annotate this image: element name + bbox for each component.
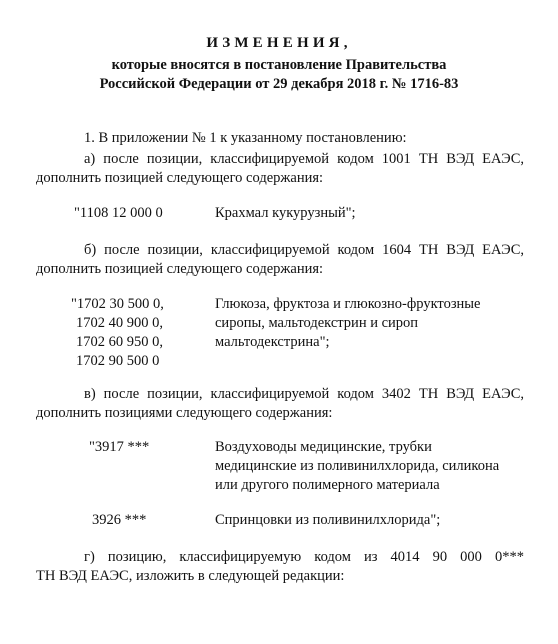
item-b-code-1: "1702 30 500 0, (71, 296, 164, 312)
item-b-code-4: 1702 90 500 0 (76, 353, 160, 369)
item-b-description-2: сиропы, мальтодекстрин и сироп (215, 315, 419, 331)
item-d-line1: г) позицию, классифицируемую кодом из 4014 90 000 0*** (84, 549, 524, 565)
item-c-description-1a: Воздуховоды медицинские, трубки (215, 439, 432, 455)
item-a-code: "1108 12 000 0 (74, 205, 163, 221)
item-a-description: Крахмал кукурузный"; (215, 205, 356, 221)
item-a-line1: а) после позиции, классифицируемой кодом 1001 ТН ВЭД ЕАЭС, (84, 151, 524, 167)
document-title: ИЗМЕНЕНИЯ, (206, 35, 352, 51)
item-d-line2: ТН ВЭД ЕАЭС, изложить в следующей редакции: (36, 568, 345, 584)
item-c-description-1b: медицинские из поливинилхлорида, силикона (215, 458, 500, 474)
document-subtitle-line1: которые вносятся в постановление Правительства (111, 57, 447, 73)
item-b-code-2: 1702 40 900 0, (76, 315, 163, 331)
item-c-code-2: 3926 *** (92, 512, 147, 528)
item-b-line1: б) после позиции, классифицируемой кодом 1604 ТН ВЭД ЕАЭС, (84, 242, 524, 258)
item-c-description-2: Спринцовки из поливинилхлорида"; (215, 512, 441, 528)
paragraph-1: 1. В приложении № 1 к указанному постановлению: (84, 130, 407, 146)
item-c-line2: дополнить позициями следующего содержания: (36, 405, 333, 421)
item-c-line1: в) после позиции, классифицируемой кодом 3402 ТН ВЭД ЕАЭС, (84, 386, 524, 402)
item-b-line2: дополнить позицией следующего содержания: (36, 261, 324, 277)
item-c-code-1: "3917 *** (89, 439, 150, 455)
item-b-description-1: Глюкоза, фруктоза и глюкозно-фруктозные (215, 296, 481, 312)
item-b-code-3: 1702 60 950 0, (76, 334, 163, 350)
item-a-line2: дополнить позицией следующего содержания: (36, 170, 324, 186)
item-b-description-3: мальтодекстрина"; (215, 334, 330, 350)
item-c-description-1c: или другого полимерного материала (215, 477, 440, 493)
document-subtitle-line2: Российской Федерации от 29 декабря 2018 г. № 1716-83 (99, 76, 459, 92)
